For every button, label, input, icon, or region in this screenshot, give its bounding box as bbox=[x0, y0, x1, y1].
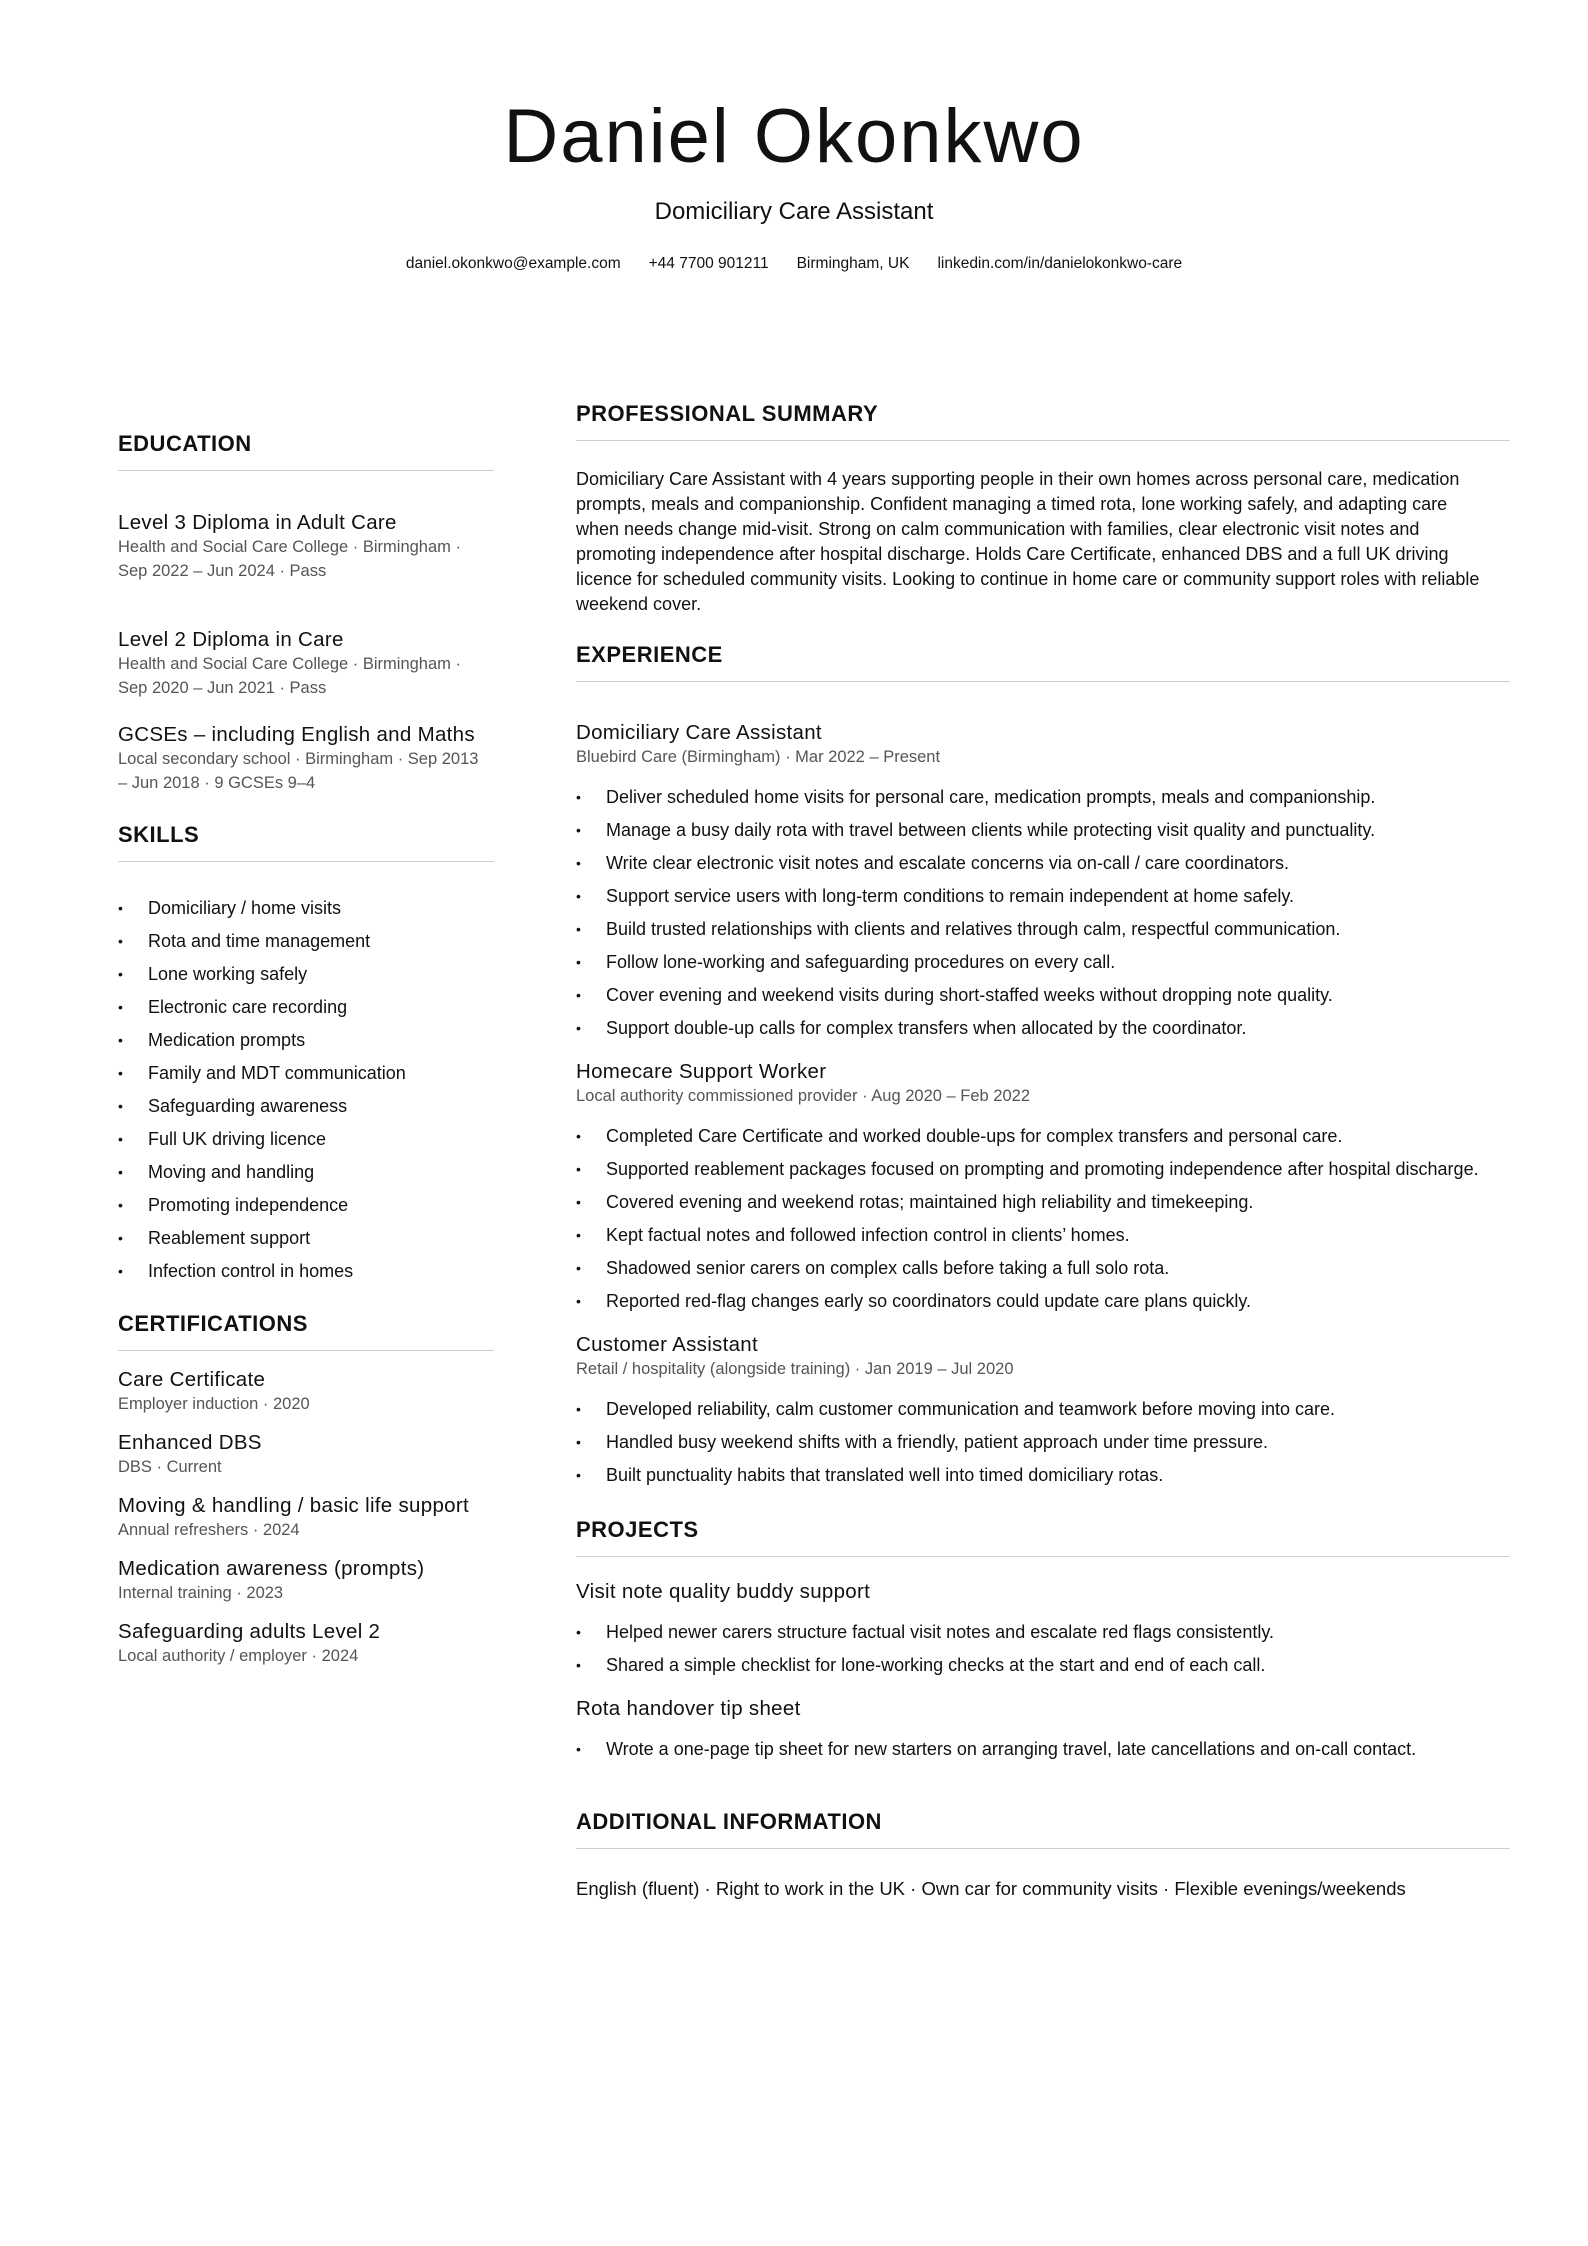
additional-section bbox=[576, 1808, 1510, 1901]
job-bullet: • Handled busy weekend shifts with a friendly, patient approach under time pressure. bbox=[576, 1426, 1510, 1459]
project-entry bbox=[576, 1696, 1510, 1766]
skill-item: • Infection control in homes bbox=[118, 1255, 494, 1288]
job-bullet: • Supported reablement packages focused on prompting and promoting independence after hospital discharge. bbox=[576, 1153, 1510, 1186]
certification-meta: Internal training · 2023 bbox=[118, 1584, 284, 1602]
certification-title: Medication awareness (prompts) bbox=[118, 1557, 425, 1580]
job-bullet: • Support service users with long-term conditions to remain independent at home safely. bbox=[576, 880, 1510, 913]
certification-meta: Employer induction · 2020 bbox=[118, 1395, 310, 1413]
skill-item: • Full UK driving licence bbox=[118, 1123, 494, 1156]
skill-item: • Reablement support bbox=[118, 1222, 494, 1255]
certification-item bbox=[118, 1367, 494, 1416]
education-item bbox=[118, 722, 494, 795]
summary-text bbox=[576, 467, 1510, 617]
project-bullets bbox=[576, 1616, 1510, 1682]
certification-title: Moving & handling / basic life support bbox=[118, 1494, 469, 1517]
certification-meta: DBS · Current bbox=[118, 1458, 222, 1476]
job-bullet: • Shadowed senior carers on complex calls before taking a full solo rota. bbox=[576, 1252, 1510, 1285]
skill-item: • Family and MDT communication bbox=[118, 1057, 494, 1090]
job-bullet: • Follow lone-working and safeguarding procedures on every call. bbox=[576, 946, 1510, 979]
certification-item bbox=[118, 1493, 494, 1542]
skills-list bbox=[118, 892, 494, 1288]
summary-line: prompts, meals and companionship. Confident managing a timed rota, lone working safely, and adapting care bbox=[576, 494, 1448, 514]
job-bullet: • Completed Care Certificate and worked double-ups for complex transfers and personal care. bbox=[576, 1120, 1510, 1153]
certification-item bbox=[118, 1619, 494, 1668]
job-bullets bbox=[576, 1393, 1510, 1492]
skills-section bbox=[118, 821, 494, 1288]
job-bullet: • Deliver scheduled home visits for personal care, medication prompts, meals and companionship. bbox=[576, 781, 1510, 814]
skill-item: • Moving and handling bbox=[118, 1156, 494, 1189]
experience-section bbox=[576, 641, 1510, 1492]
skill-item: • Medication prompts bbox=[118, 1024, 494, 1057]
education-meta: Sep 2020 – Jun 2021 · Pass bbox=[118, 679, 327, 697]
job-bullet: • Write clear electronic visit notes and escalate concerns via on-call / care coordinators. bbox=[576, 847, 1510, 880]
education-meta: Sep 2022 – Jun 2024 · Pass bbox=[118, 562, 327, 580]
job-entry bbox=[576, 720, 1510, 1045]
skill-item: • Safeguarding awareness bbox=[118, 1090, 494, 1123]
certification-meta: Annual refreshers · 2024 bbox=[118, 1521, 300, 1539]
job-bullets bbox=[576, 1120, 1510, 1318]
job-title: Homecare Support Worker bbox=[576, 1060, 827, 1083]
certifications-heading: CERTIFICATIONS bbox=[118, 1310, 494, 1351]
project-title: Visit note quality buddy support bbox=[576, 1580, 871, 1603]
job-bullet: • Manage a busy daily rota with travel between clients while protecting visit quality and punctuality. bbox=[576, 814, 1510, 847]
summary-line: when needs change mid-visit. Strong on calm communication with families, clear electronic visit notes and bbox=[576, 519, 1420, 539]
job-entry bbox=[576, 1332, 1510, 1492]
certification-meta: Local authority / employer · 2024 bbox=[118, 1647, 359, 1665]
project-bullet: • Wrote a one-page tip sheet for new starters on arranging travel, late cancellations and on-call contact. bbox=[576, 1733, 1510, 1766]
certification-item bbox=[118, 1430, 494, 1479]
summary-line: promoting independence after hospital discharge. Holds Care Certificate, enhanced DBS and a full UK driving bbox=[576, 544, 1449, 564]
projects-heading: PROJECTS bbox=[576, 1516, 1510, 1557]
job-bullet: • Built punctuality habits that translated well into timed domiciliary rotas. bbox=[576, 1459, 1510, 1492]
contact-linkedin: linkedin.com/in/danielokonkwo-care bbox=[937, 255, 1183, 272]
job-bullet: • Covered evening and weekend rotas; maintained high reliability and timekeeping. bbox=[576, 1186, 1510, 1219]
candidate-name: Daniel Okonkwo bbox=[503, 94, 1085, 179]
experience-heading: EXPERIENCE bbox=[576, 641, 1510, 682]
certification-item bbox=[118, 1556, 494, 1605]
additional-text: English (fluent) · Right to work in the UK · Own car for community visits · Flexible evenings/weekends bbox=[576, 1878, 1406, 1899]
summary-section bbox=[576, 400, 1510, 617]
skill-item: • Electronic care recording bbox=[118, 991, 494, 1024]
certification-title: Care Certificate bbox=[118, 1368, 266, 1391]
job-bullet: • Cover evening and weekend visits during short-staffed weeks without dropping note quality. bbox=[576, 979, 1510, 1012]
education-title: Level 2 Diploma in Care bbox=[118, 628, 344, 651]
skill-item: • Lone working safely bbox=[118, 958, 494, 991]
project-entry bbox=[576, 1579, 1510, 1682]
job-meta: Local authority commissioned provider · Aug 2020 – Feb 2022 bbox=[576, 1087, 1031, 1105]
job-bullet: • Build trusted relationships with clients and relatives through calm, respectful communication. bbox=[576, 913, 1510, 946]
project-title: Rota handover tip sheet bbox=[576, 1697, 801, 1720]
skill-item: • Domiciliary / home visits bbox=[118, 892, 494, 925]
certification-title: Enhanced DBS bbox=[118, 1431, 262, 1454]
education-meta: – Jun 2018 · 9 GCSEs 9–4 bbox=[118, 774, 316, 792]
skill-item: • Promoting independence bbox=[118, 1189, 494, 1222]
education-meta: Health and Social Care College · Birmingham · bbox=[118, 538, 461, 556]
contact-line bbox=[0, 254, 1588, 274]
contact-location: Birmingham, UK bbox=[796, 255, 910, 272]
left-column bbox=[118, 430, 494, 1668]
education-heading: EDUCATION bbox=[118, 430, 494, 471]
certification-title: Safeguarding adults Level 2 bbox=[118, 1620, 381, 1643]
education-meta: Health and Social Care College · Birmingham · bbox=[118, 655, 461, 673]
summary-line: Domiciliary Care Assistant with 4 years supporting people in their own homes across personal care, medication bbox=[576, 469, 1460, 489]
job-title: Domiciliary Care Assistant bbox=[576, 721, 822, 744]
job-meta: Bluebird Care (Birmingham) · Mar 2022 – Present bbox=[576, 748, 941, 766]
education-section bbox=[118, 430, 494, 795]
education-title: GCSEs – including English and Maths bbox=[118, 723, 475, 746]
candidate-role: Domiciliary Care Assistant bbox=[654, 198, 934, 225]
project-bullet: • Shared a simple checklist for lone-working checks at the start and end of each call. bbox=[576, 1649, 1510, 1682]
projects-section bbox=[576, 1516, 1510, 1766]
job-bullet: • Support double-up calls for complex transfers when allocated by the coordinator. bbox=[576, 1012, 1510, 1045]
certifications-section bbox=[118, 1310, 494, 1668]
summary-heading: PROFESSIONAL SUMMARY bbox=[576, 400, 1510, 441]
project-bullets bbox=[576, 1733, 1510, 1766]
contact-email: daniel.okonkwo@example.com bbox=[405, 255, 621, 272]
job-title: Customer Assistant bbox=[576, 1333, 758, 1356]
contact-phone: +44 7700 901211 bbox=[648, 255, 769, 272]
job-meta: Retail / hospitality (alongside training) · Jan 2019 – Jul 2020 bbox=[576, 1360, 1014, 1378]
job-entry bbox=[576, 1059, 1510, 1318]
summary-line: weekend cover. bbox=[576, 594, 702, 614]
education-item bbox=[118, 627, 494, 700]
education-title: Level 3 Diploma in Adult Care bbox=[118, 511, 397, 534]
education-meta: Local secondary school · Birmingham · Sep 2013 bbox=[118, 750, 479, 768]
skill-item: • Rota and time management bbox=[118, 925, 494, 958]
job-bullet: • Kept factual notes and followed infection control in clients’ homes. bbox=[576, 1219, 1510, 1252]
job-bullets bbox=[576, 781, 1510, 1045]
summary-line: licence for scheduled community visits. Looking to continue in home care or community support roles with reliable bbox=[576, 569, 1480, 589]
right-column bbox=[576, 400, 1510, 1901]
project-bullet: • Helped newer carers structure factual visit notes and escalate red flags consistently. bbox=[576, 1616, 1510, 1649]
skills-heading: SKILLS bbox=[118, 821, 494, 862]
additional-heading: ADDITIONAL INFORMATION bbox=[576, 1808, 1510, 1849]
job-bullet: • Developed reliability, calm customer communication and teamwork before moving into care. bbox=[576, 1393, 1510, 1426]
job-bullet: • Reported red-flag changes early so coordinators could update care plans quickly. bbox=[576, 1285, 1510, 1318]
